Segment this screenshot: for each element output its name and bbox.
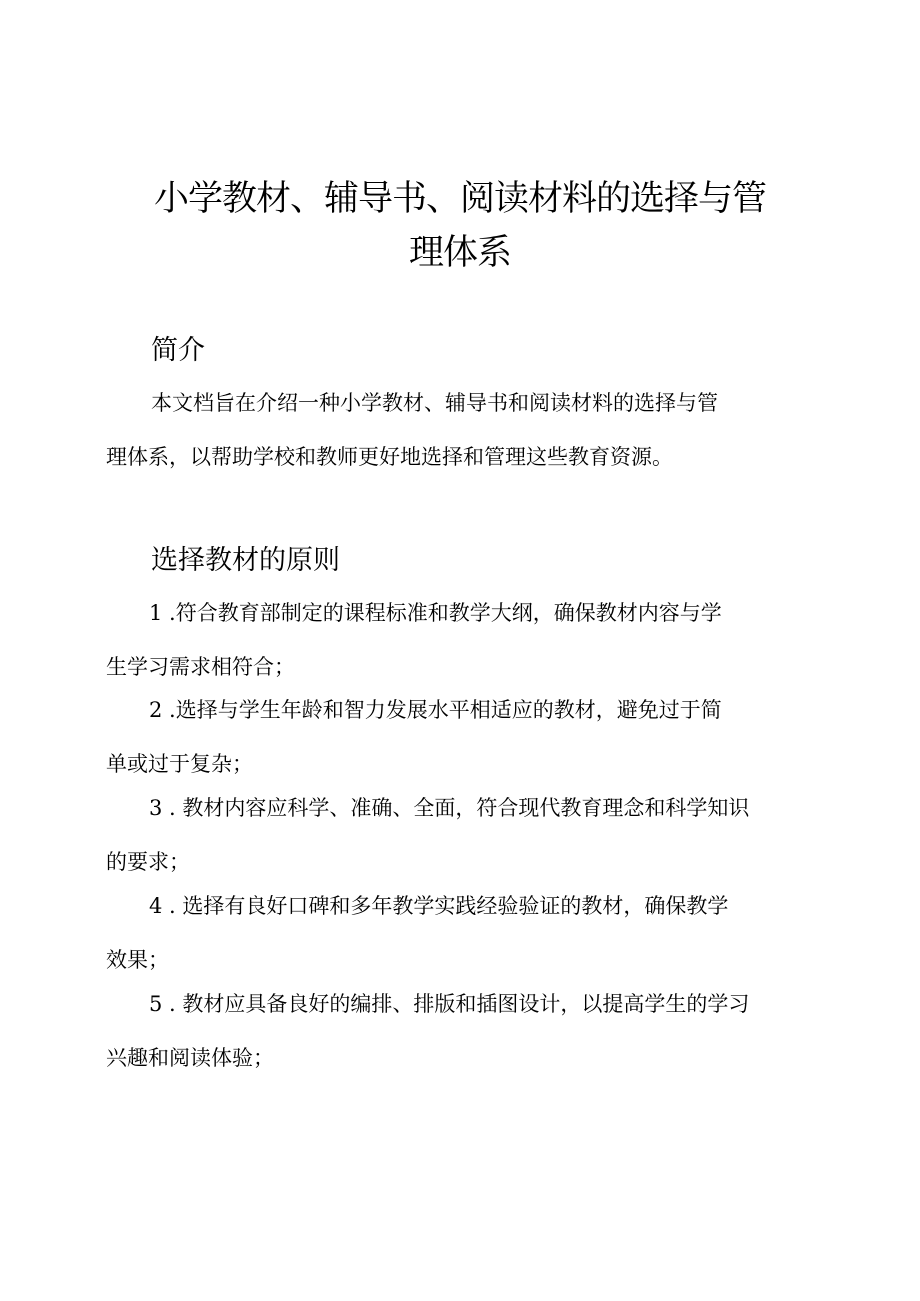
principle-item-2 <box>106 697 826 777</box>
intro-paragraph-line-1: 本文档旨在介绍一种小学教材、辅导书和阅读材料的选择与管 <box>151 391 718 415</box>
principle-item-1-line-2: 生学习需求相符合； <box>106 655 295 679</box>
principle-item-2-line-1: 2 .选择与学生年龄和智力发展水平相适应的教材，避免过于简 <box>149 698 722 722</box>
principles-heading: 选择教材的原则 <box>151 545 340 576</box>
intro-heading: 简介 <box>151 335 205 366</box>
principle-item-5-line-2: 兴趣和阅读体验； <box>106 1046 274 1070</box>
principle-item-4-line-2: 效果； <box>106 948 169 972</box>
principle-item-5-line-1: 5 . 教材应具备良好的编排、排版和插图设计，以提高学生的学习 <box>149 992 750 1016</box>
principle-item-1 <box>106 600 826 680</box>
principle-item-5 <box>106 991 826 1071</box>
principle-item-3 <box>106 795 826 875</box>
principle-item-3-line-1: 3 . 教材内容应科学、准确、全面，符合现代教育理念和科学知识 <box>149 796 750 820</box>
intro-paragraph-line-2: 理体系，以帮助学校和教师更好地选择和管理这些教育资源。 <box>106 445 673 469</box>
principle-item-4-line-1: 4 . 选择有良好口碑和多年教学实践经验验证的教材，确保教学 <box>149 894 729 918</box>
intro-paragraph <box>106 390 826 470</box>
principle-item-3-line-2: 的要求； <box>106 850 190 874</box>
document-title <box>0 172 920 280</box>
document-title-line-2: 理体系 <box>408 233 511 273</box>
principle-item-2-line-2: 单或过于复杂； <box>106 752 253 776</box>
document-title-line-1: 小学教材、辅导书、阅读材料的选择与管 <box>153 179 766 219</box>
principle-item-4 <box>106 893 826 973</box>
principle-item-1-line-1: 1 .符合教育部制定的课程标准和教学大纲，确保教材内容与学 <box>149 601 722 625</box>
